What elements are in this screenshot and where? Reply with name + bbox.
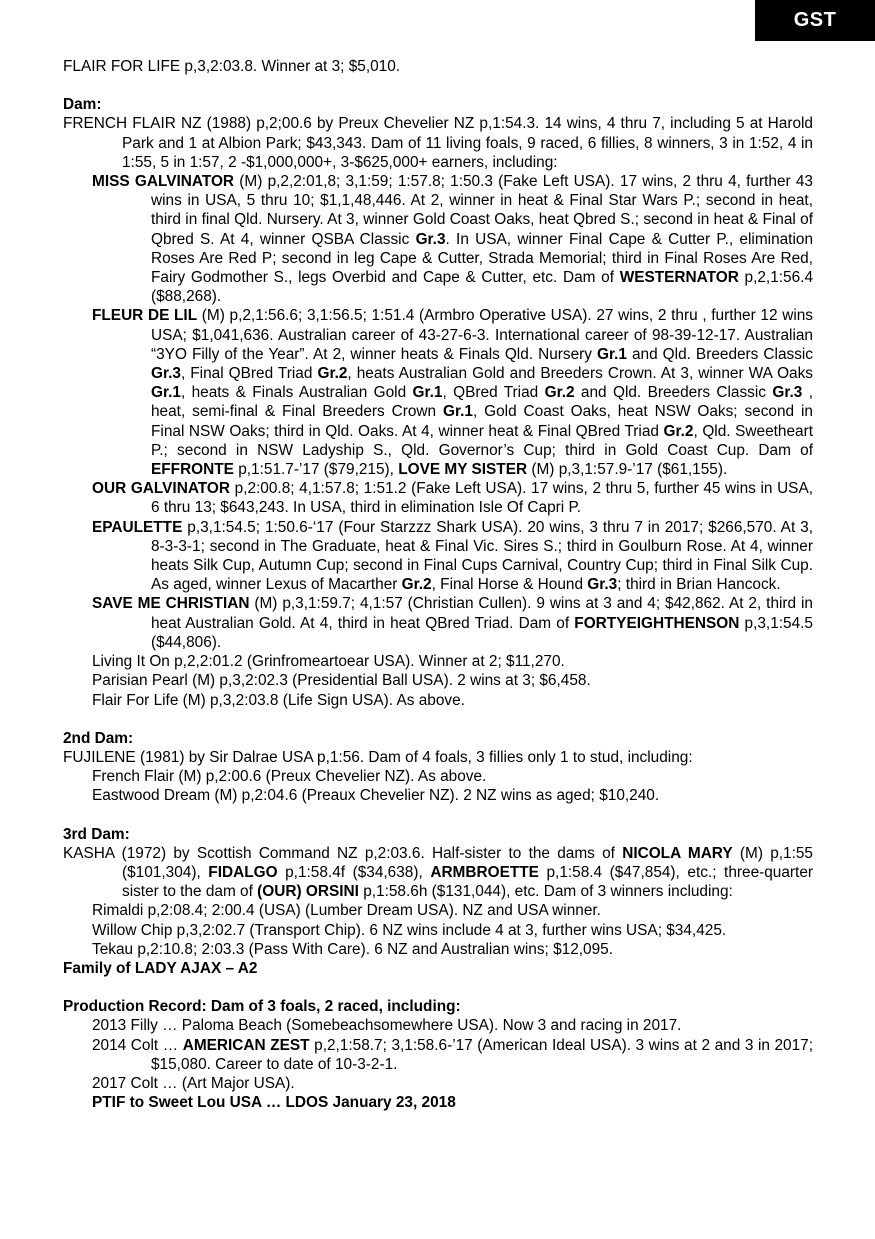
third-dam-heading: 3rd Dam:: [63, 825, 130, 843]
horse-name: MISS GALVINATOR: [92, 173, 235, 191]
third-dam-item: Rimaldi p,2:08.4; 2:00.4 (USA) (Lumber Dream USA). NZ and USA winner.: [92, 902, 601, 920]
second-dam-heading: 2nd Dam:: [63, 729, 134, 747]
second-dam-item: Eastwood Dream (M) p,2:04.6 (Preaux Chevelier NZ). 2 NZ wins as aged; $10,240.: [92, 787, 660, 805]
catalogue-page: [63, 57, 813, 1112]
dam-main-paragraph: FRENCH FLAIR NZ (1988) p,2;00.6 by Preux Chevelier NZ p,1:54.3. 14 wins, 4 thru 7, including 5 at Harold Park and 1 at Albion Park; $43,343. Dam of 11 living foals, 9 raced, 6 fillies, 8 winners, 3 in 1:52, 4 in 1:55, 5 in 1:57, 2 -$1,000,000+, 3-$625,000+ earners, including:: [63, 115, 813, 171]
production-item: 2014 Colt … AMERICAN ZEST p,2,1:58.7; 3,1:58.6-’17 (American Ideal USA). 3 wins at 2 and 3 in 2017; $15,080. Career to date of 10-3-2-1.: [92, 1036, 814, 1073]
production-item: 2017 Colt … (Art Major USA).: [92, 1074, 295, 1092]
production-item: 2013 Filly … Paloma Beach (Somebeachsomewhere USA). Now 3 and racing in 2017.: [92, 1017, 682, 1035]
third-dam-item: Willow Chip p,3,2:02.7 (Transport Chip). 6 NZ wins include 4 at 3, further wins USA; $34,425.: [92, 921, 727, 939]
dam-heading: Dam:: [63, 96, 102, 114]
third-dam-item: Tekau p,2:10.8; 2:03.3 (Pass With Care). 6 NZ and Australian wins; $12,095.: [92, 940, 613, 958]
progeny-fleur-de-lil: FLEUR DE LIL (M) p,2,1:56.6; 3,1:56.5; 1:51.4 (Armbro Operative USA). 27 wins, 2 thru , further 12 wins USA; $1,041,636. Australian career of 43-27-6-3. International career of 98-39-12-17. Australian “3YO Filly of the Year”. At 2, winner heats & Finals Qld. Nursery Gr.1 and Qld. Breeders Classic Gr.3, Final QBred Triad Gr.2, heats Australian Gold and Breeders Crown. At 3, winner WA Oaks Gr.1, heats & Finals Australian Gold Gr.1, QBred Triad Gr.2 and Qld. Breeders Classic Gr.3 , heat, semi-final & Final Breeders Crown Gr.1, Gold Coast Oaks, heat NSW Oaks; second in Final NSW Oaks; third in Qld. Oaks. At 4, winner heat & Final QBred Triad Gr.2, Qld. Sweetheart P.; second in NSW Ladyship S., Qld. Governor’s Cup; third in Gold Coast Cup. Dam of EFFRONTE p,1:51.7-’17 ($79,215), LOVE MY SISTER (M) p,3,1:57.9-’17 ($61,155).: [92, 307, 814, 479]
progeny-our-galvinator: OUR GALVINATOR p,2:00.8; 4,1:57.8; 1:51.2 (Fake Left USA). 17 wins, 2 thru 5, further 45 wins in USA, 6 thru 13; $643,243. In USA, third in elimination Isle Of Capri P.: [92, 480, 813, 517]
progeny-other: Flair For Life (M) p,3,2:03.8 (Life Sign USA). As above.: [92, 691, 465, 709]
production-heading: Production Record: Dam of 3 foals, 2 raced, including:: [63, 998, 461, 1016]
third-dam-main: KASHA (1972) by Scottish Command NZ p,2:03.6. Half-sister to the dams of NICOLA MARY (M) p,1:55 ($101,304), FIDALGO p,1:58.4f ($34,638), ARMBROETTE p,1:58.4 ($47,854), etc.; three-quarter sister to the dam of (OUR) ORSINI p,1:58.6h ($131,044), etc. Dam of 3 winners including:: [63, 844, 814, 901]
horse-name: OUR GALVINATOR: [92, 480, 231, 498]
progeny-other: Parisian Pearl (M) p,3,2:02.3 (Presidential Ball USA). 2 wins at 3; $6,458.: [92, 672, 591, 690]
ptif-line: PTIF to Sweet Lou USA … LDOS January 23, 2018: [92, 1094, 456, 1112]
second-dam-main: FUJILENE (1981) by Sir Dalrae USA p,1:56. Dam of 4 foals, 3 fillies only 1 to stud, including:: [63, 748, 693, 766]
progeny-save-me-christian: SAVE ME CHRISTIAN (M) p,3,1:59.7; 4,1:57 (Christian Cullen). 9 wins at 3 and 4; $42,862. At 2, third in heat Australian Gold. At 4, third in heat QBred Triad. Dam of FORTYEIGHTHENSON p,3,1:54.5 ($44,806).: [92, 595, 813, 651]
section-badge: GST: [755, 0, 875, 41]
progeny-other: Living It On p,2,2:01.2 (Grinfromeartoear USA). Winner at 2; $11,270.: [92, 653, 565, 671]
family-line: Family of LADY AJAX – A2: [63, 959, 258, 977]
second-dam-item: French Flair (M) p,2:00.6 (Preux Chevelier NZ). As above.: [92, 768, 487, 786]
progeny-miss-galvinator: MISS GALVINATOR (M) p,2,2:01,8; 3,1:59; 1:57.8; 1:50.3 (Fake Left USA). 17 wins, 2 thru 4, further 43 wins in USA, 5 thru 10; $1,1,48,446. At 2, winner in heat & Final Star Wars P.; second in heat, third in final Qld. Nursery. At 3, winner Gold Coast Oaks, heat Qbred S.; second in heat & Final of Qbred S. At 4, winner QSBA Classic Gr.3. In USA, winner Final Cape & Cutter P., elimination Roses Are Red P; second in leg Cape & Cutter, Strada Memorial; third in Final Roses Are Red, Fairy Godmother S., legs Overbid and Cape & Cutter, etc. Dam of WESTERNATOR p,2,1:56.4 ($88,268).: [92, 173, 814, 306]
horse-name: SAVE ME CHRISTIAN: [92, 595, 250, 613]
progeny-epaulette: EPAULETTE p,3,1:54.5; 1:50.6-‘17 (Four Starzzz Shark USA). 20 wins, 3 thru 7 in 2017; $266,570. At 3, 8-3-3-1; second in The Graduate, heat & Final Vic. Sires S.; third in Goulburn Rose. At 4, winner heats Silk Cup, Autumn Cup; second in Final Cups Carnival, Country Cup; third in Final Silk Cup. As aged, winner Lexus of Macarther Gr.2, Final Horse & Hound Gr.3; third in Brian Hancock.: [92, 518, 813, 594]
horse-name: FLEUR DE LIL: [92, 307, 198, 325]
horse-name: EPAULETTE: [92, 518, 183, 536]
intro-line: FLAIR FOR LIFE p,3,2:03.8. Winner at 3; $5,010.: [63, 58, 401, 75]
